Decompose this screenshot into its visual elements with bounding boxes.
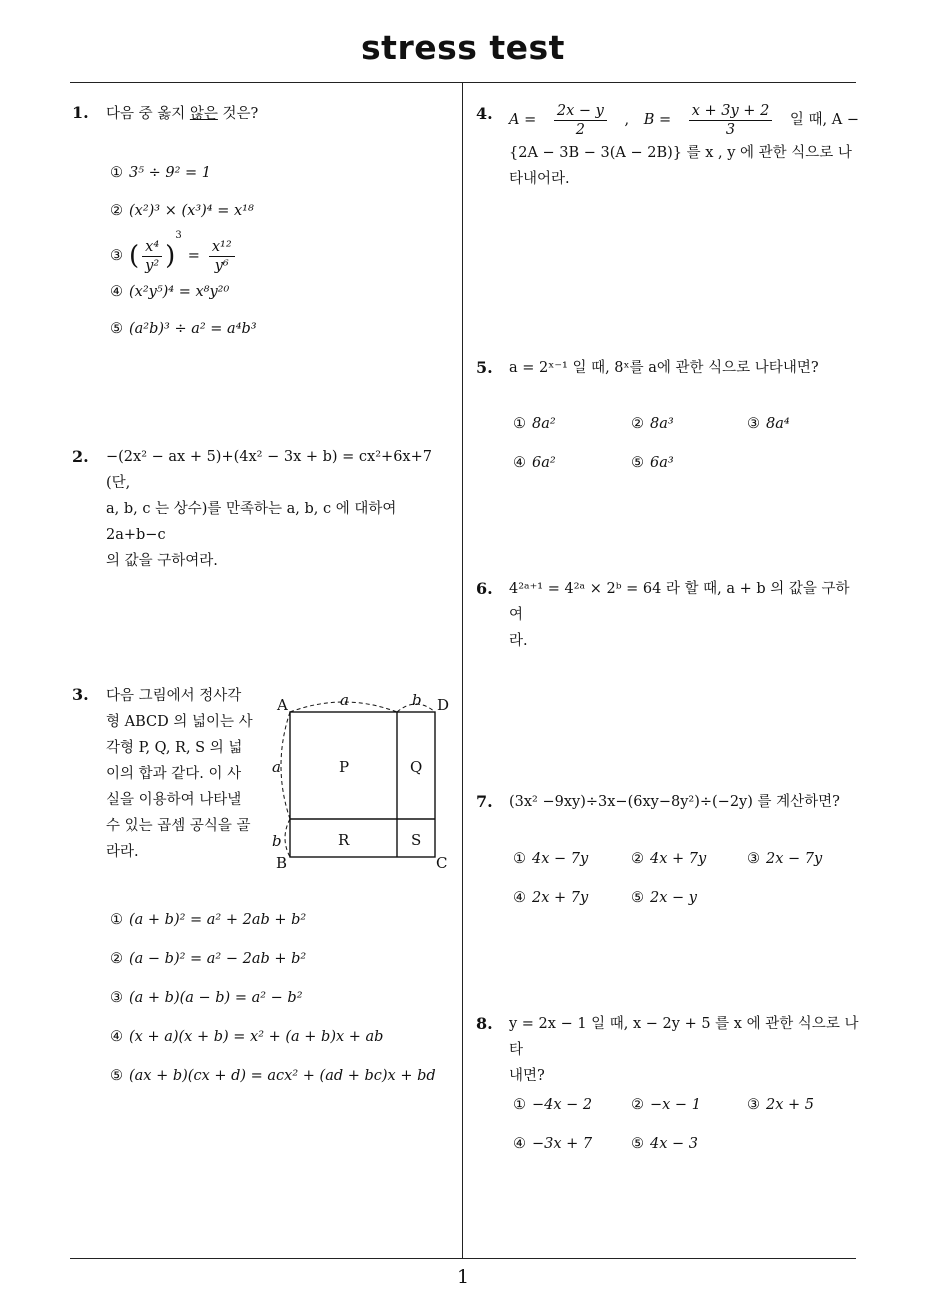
option-4[interactable] [110,284,229,300]
question-number: 2. [72,447,89,466]
option-text: (a + b)(a − b) = a² − b² [129,990,303,1006]
square-diagram [268,688,458,873]
text-line: 각형 P, Q, R, S 의 넓 [106,740,243,756]
fraction-denominator: 3 [725,121,736,138]
option-text: 4x − 7y [532,851,589,867]
fraction-denominator: 2 [575,121,585,138]
option-2[interactable] [110,203,254,219]
option-text: (x²y⁵)⁴ = x⁸y²⁰ [129,284,230,300]
fraction-numerator: x¹² [209,238,235,257]
option-text: 3⁵ ÷ 9² = 1 [129,165,212,181]
option-text: −x − 1 [650,1097,701,1113]
question-number: 8. [476,1014,493,1033]
option-text: (x²)³ × (x³)⁴ = x¹⁸ [129,203,254,219]
variable-b-label: B = [643,112,672,128]
question-number: 6. [476,579,493,598]
option-4[interactable] [513,1136,592,1152]
option-text: (a − b)² = a² − 2ab + b² [129,951,307,967]
option-mark: ① [110,165,123,181]
question-number: 1. [72,103,89,122]
option-text: 8a² [532,416,556,432]
text-line: 의 값을 구하여라. [106,553,218,569]
option-mark: ② [110,951,123,967]
fraction-numerator: x⁴ [142,238,162,257]
option-mark: ① [513,1097,526,1113]
option-5[interactable] [631,455,674,471]
side-label-b-left: b [272,832,282,850]
text-line: 다음 그림에서 정사각 [106,688,242,704]
corner-a: A [277,696,288,714]
text-line: 실을 이용하여 나타낼 [106,792,242,808]
region-r: R [338,831,350,849]
question-text [106,101,258,127]
region-s: S [411,831,422,849]
option-text: 4x − 3 [650,1136,698,1152]
corner-c: C [436,854,448,872]
exponent: 3 [175,230,182,241]
fraction-numerator: 2x − y [554,102,607,121]
option-mark: ③ [110,248,123,264]
question-text [509,1011,859,1089]
option-3[interactable] [747,1097,814,1113]
text-part: 것은? [217,106,259,122]
question-text [106,444,458,574]
option-3[interactable] [110,230,238,275]
brace-a-left [281,712,290,819]
header-rule [70,82,856,83]
option-mark: ③ [747,416,760,432]
option-mark: ① [513,416,526,432]
text-line: −(2x² − ax + 5)+(4x² − 3x + b) = cx²+6x+7 (단, [106,449,432,491]
underlined-word: 않은 [189,106,218,122]
variable-a-label: A = [509,112,537,128]
option-5[interactable] [110,321,257,337]
text-part: 일 때, A − [789,112,859,128]
option-text: 6a² [532,455,556,471]
option-mark: ⑤ [110,1068,123,1084]
option-1[interactable] [110,165,211,181]
option-text: 6a³ [650,455,674,471]
text-part: 다음 중 옳지 [106,106,190,122]
option-mark: ③ [110,990,123,1006]
option-5[interactable] [110,1068,436,1084]
question-text [106,683,266,865]
equals-sign: = [187,248,200,264]
option-1[interactable] [513,1097,592,1113]
option-mark: ④ [513,1136,526,1152]
option-text: 4x + 7y [650,851,707,867]
text-line: 4²ᵃ⁺¹ = 4²ᵃ × 2ᵇ = 64 라 할 때, a + b 의 값을 구하여 [509,581,850,623]
option-mark: ⑤ [631,1136,644,1152]
option-mark: ③ [747,1097,760,1113]
side-label-a-top: a [340,691,349,709]
fraction-denominator: y⁶ [214,257,229,274]
option-mark: ③ [747,851,760,867]
text-line: 형 ABCD 의 넓이는 사 [106,714,253,730]
option-mark: ⑤ [110,321,123,337]
text-line [509,100,859,140]
question-number: 3. [72,685,89,704]
option-text: (x + a)(x + b) = x² + (a + b)x + ab [129,1029,384,1045]
fraction-denominator: y² [145,257,160,274]
option-2[interactable] [631,851,706,867]
paren-right: ) [165,241,176,271]
column-divider [462,83,463,1258]
question-text: a = 2ˣ⁻¹ 일 때, 8ˣ를 a에 관한 식으로 나타내면? [509,360,819,376]
option-1[interactable] [110,912,306,928]
option-5[interactable] [631,890,697,906]
option-4[interactable] [513,890,588,906]
option-2[interactable] [631,1097,701,1113]
option-mark: ② [631,416,644,432]
option-text: 2x + 7y [532,890,589,906]
text-line: a, b, c 는 상수)를 만족하는 a, b, c 에 대하여 2a+b−c [106,501,397,543]
option-text: 2x + 5 [766,1097,814,1113]
option-3[interactable] [110,990,303,1006]
corner-d: D [437,696,450,714]
option-text: 2x − y [650,890,697,906]
option-text: 8a³ [650,416,674,432]
region-p: P [339,758,350,776]
option-mark: ② [631,851,644,867]
option-1[interactable] [513,416,556,432]
separator: , [624,112,630,128]
side-label-a-left: a [272,758,281,776]
question-number: 7. [476,792,493,811]
text-line: {2A − 3B − 3(A − 2B)} 를 x , y 에 관한 식으로 나 [509,145,852,161]
option-mark: ② [110,203,123,219]
option-text: 8a⁴ [766,416,790,432]
fraction-numerator: x + 3y + 2 [689,102,773,121]
option-mark: ⑤ [631,455,644,471]
option-mark: ④ [513,455,526,471]
option-text: (a²b)³ ÷ a² = a⁴b³ [129,321,257,337]
option-mark: ⑤ [631,890,644,906]
paren-left: ( [129,241,140,271]
option-2[interactable] [110,951,306,967]
question-text: (3x² −9xy)÷3x−(6xy−8y²)÷(−2y) 를 계산하면? [509,794,840,810]
question-text [509,100,859,192]
question-number: 5. [476,358,493,377]
region-q: Q [410,758,423,776]
option-mark: ④ [110,284,123,300]
option-text: (ax + b)(cx + d) = acx² + (ad + bc)x + bd [129,1068,436,1084]
page-number: 1 [456,1266,470,1288]
option-text: −4x − 2 [532,1097,593,1113]
option-mark: ④ [110,1029,123,1045]
option-mark: ① [513,851,526,867]
brace-b-left [285,819,290,857]
option-3[interactable] [747,851,822,867]
side-label-b-top: b [412,691,422,709]
option-mark: ④ [513,890,526,906]
text-line: 수 있는 곱셈 공식을 골 [106,818,251,834]
text-line: 타내어라. [509,171,570,187]
text-line: 이의 합과 같다. 이 사 [106,766,242,782]
option-4[interactable] [513,455,556,471]
footer-rule [70,1258,856,1259]
option-mark: ② [631,1097,644,1113]
text-line: y = 2x − 1 일 때, x − 2y + 5 를 x 에 관한 식으로 나타 [509,1016,859,1058]
option-text: −3x + 7 [532,1136,593,1152]
option-3[interactable] [747,416,790,432]
option-1[interactable] [513,851,588,867]
text-line: 라. [509,633,528,649]
option-text: 2x − 7y [766,851,823,867]
option-text: (a + b)² = a² + 2ab + b² [129,912,307,928]
text-line: 내면? [509,1068,545,1084]
question-number: 4. [476,104,493,123]
option-4[interactable] [110,1029,383,1045]
question-text [509,576,859,654]
option-mark: ① [110,912,123,928]
text-line: 라라. [106,844,139,860]
corner-b: B [276,854,288,872]
page-title: stress test [361,28,565,67]
option-2[interactable] [631,416,674,432]
option-5[interactable] [631,1136,698,1152]
